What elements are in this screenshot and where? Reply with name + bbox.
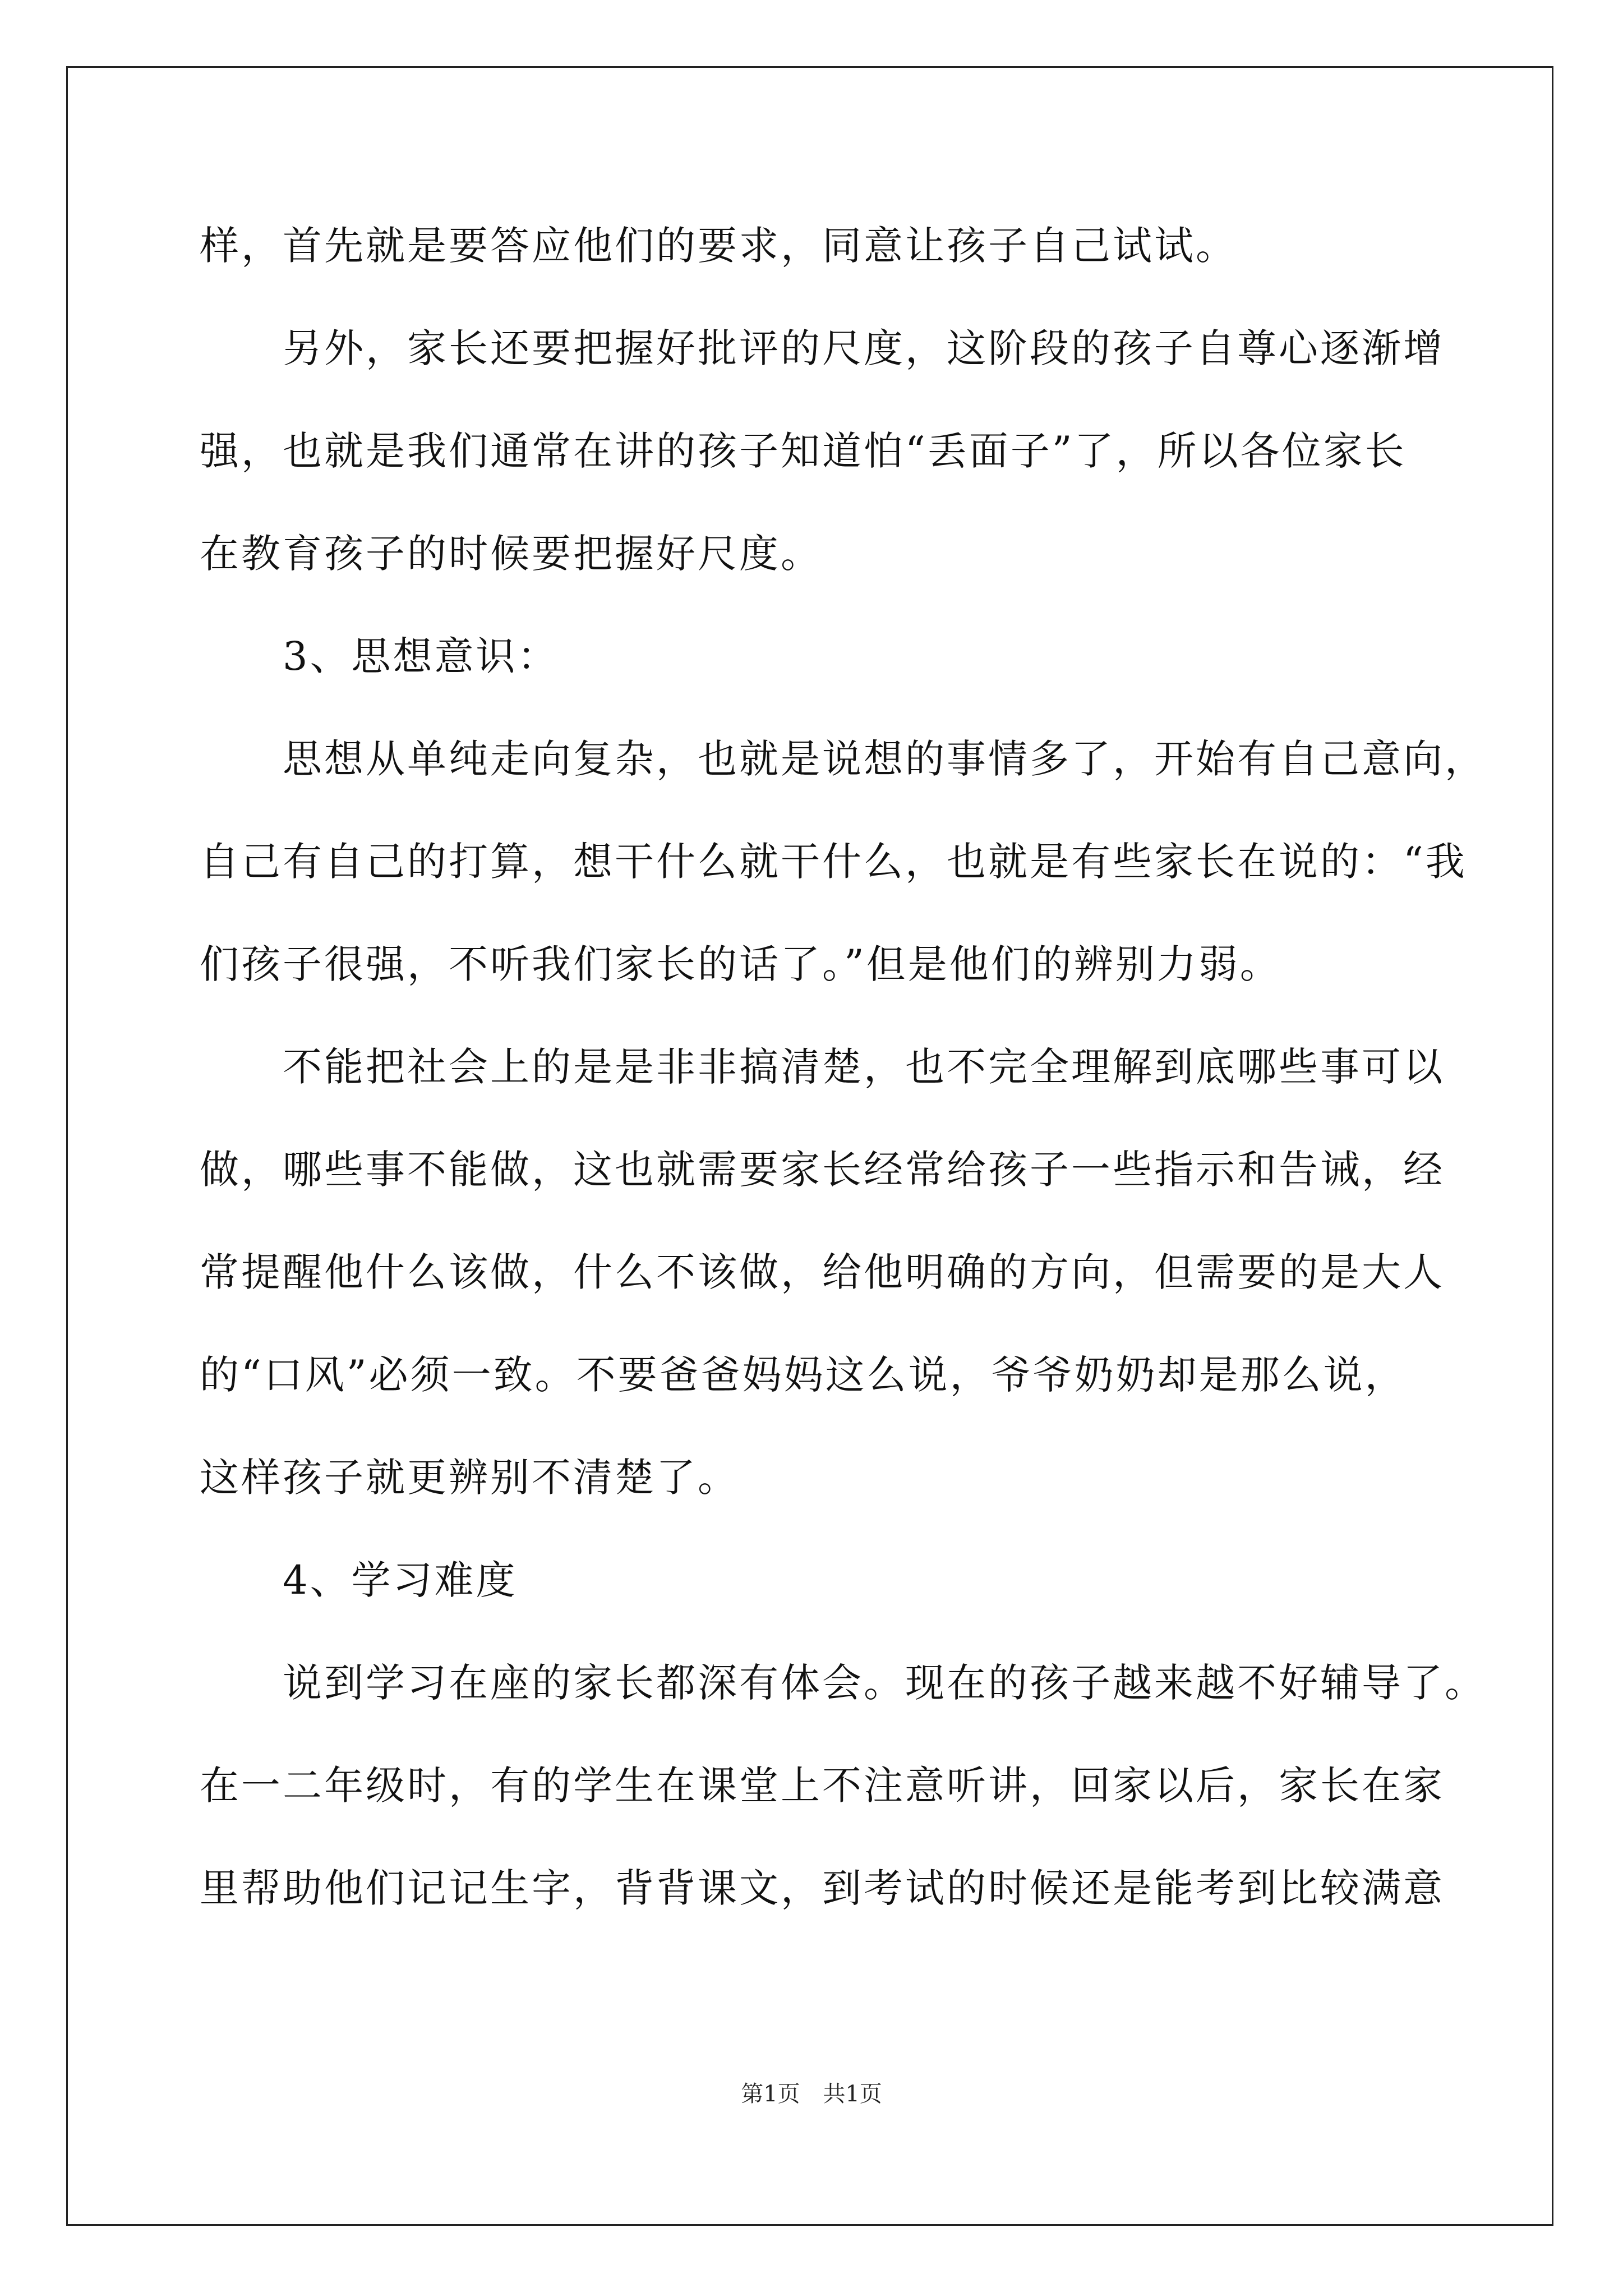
text-line-9: 不能把社会上的是是非非搞清楚，也不完全理解到底哪些事可以 [283, 1044, 1445, 1090]
text-line-16: 在一二年级时，有的学生在课堂上不注意听讲，回家以后，家长在家 [200, 1763, 1445, 1809]
section-heading-4: 4、学习难度 [283, 1557, 518, 1603]
document-body [200, 212, 1486, 1957]
text-line-10: 做，哪些事不能做，这也就需要家长经常给孩子一些指示和告诫，经 [200, 1147, 1445, 1193]
text-line-3: 强，也就是我们通常在讲的孩子知道怕“丢面子”了，所以各位家长 [200, 428, 1407, 474]
text-line-8: 们孩子很强，不听我们家长的话了。”但是他们的辨别力弱。 [200, 941, 1281, 987]
text-line-4: 在教育孩子的时候要把握好尺度。 [200, 531, 822, 577]
text-line-13: 这样孩子就更辨别不清楚了。 [200, 1455, 739, 1501]
section-heading-3: 3、思想意识： [283, 633, 559, 679]
page-number-total: 共1页 [823, 2081, 882, 2107]
page-number-current: 第1页 [741, 2081, 800, 2107]
text-line-17: 里帮助他们记记生字，背背课文，到考试的时候还是能考到比较满意 [200, 1865, 1445, 1911]
page-footer [0, 2080, 1623, 2108]
text-line-11: 常提醒他什么该做，什么不该做，给他明确的方向，但需要的是大人 [200, 1249, 1445, 1295]
text-line-2: 另外，家长还要把握好批评的尺度，这阶段的孩子自尊心逐渐增 [283, 325, 1445, 371]
text-line-1: 样，首先就是要答应他们的要求，同意让孩子自己试试。 [200, 223, 1237, 269]
text-line-7: 自己有自己的打算，想干什么就干什么，也就是有些家长在说的：“我 [200, 839, 1467, 885]
text-line-6: 思想从单纯走向复杂，也就是说想的事情多了，开始有自己意向， [283, 736, 1486, 782]
text-line-12: 的“口风”必须一致。不要爸爸妈妈这么说，爷爷奶奶却是那么说， [200, 1352, 1407, 1398]
text-line-15: 说到学习在座的家长都深有体会。现在的孩子越来越不好辅导了。 [283, 1660, 1486, 1706]
